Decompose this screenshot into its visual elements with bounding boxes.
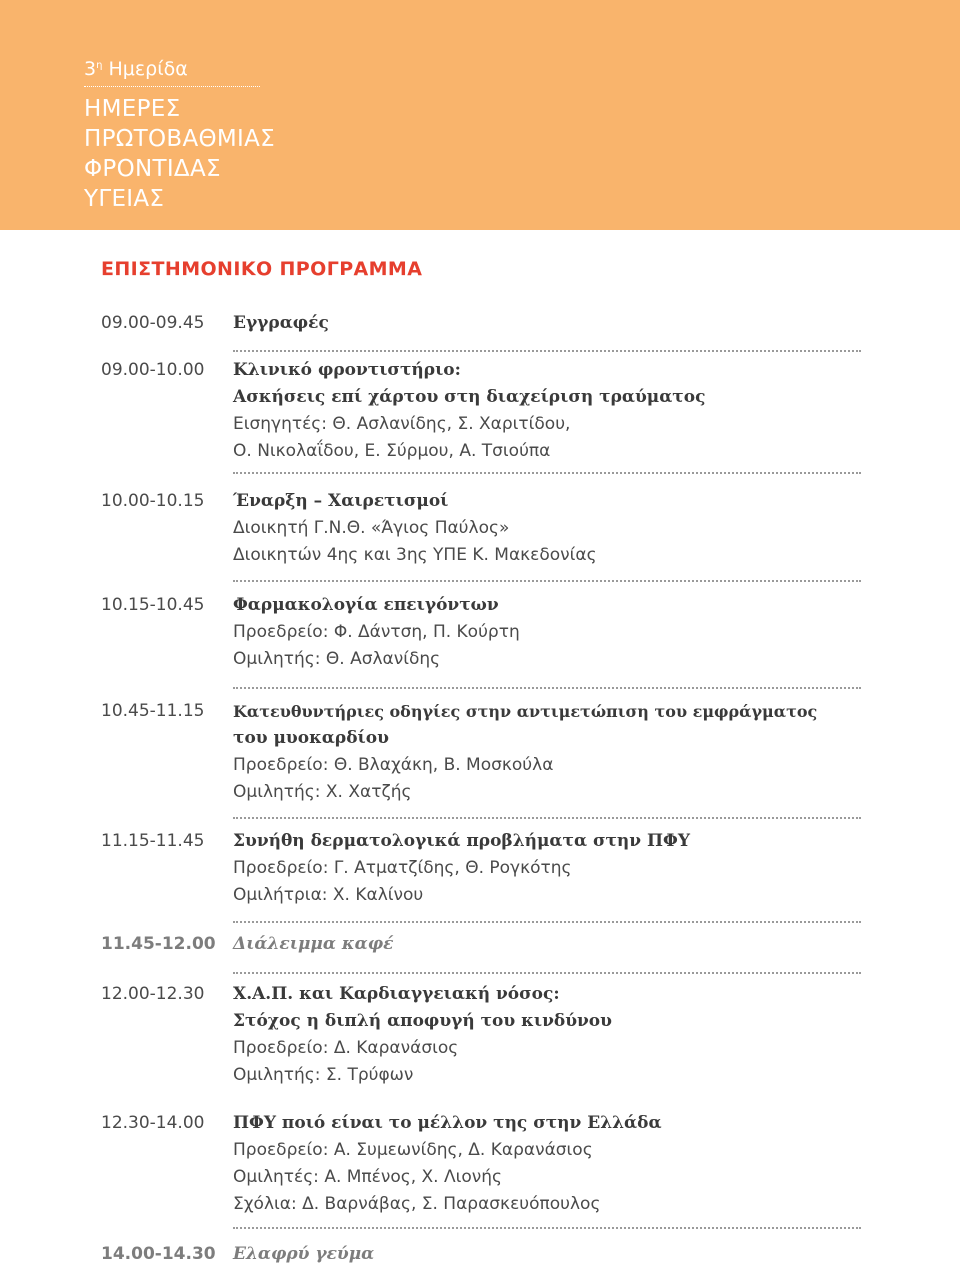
entry-detail: Ομιλητής: Θ. Ασλανίδης	[233, 649, 441, 669]
entry-time: 12.30-14.00	[101, 1113, 205, 1133]
entry-detail: Προεδρείο: Δ. Καρανάσιος	[233, 1038, 459, 1058]
header-band	[0, 0, 960, 230]
dotted-divider	[233, 580, 861, 582]
entry-time: 11.15-11.45	[101, 831, 205, 851]
event-title-line: ΗΜΕΡΕΣ	[84, 96, 181, 122]
entry-title: Κλινικό φροντιστήριο:	[233, 360, 461, 380]
entry-detail: Προεδρείο: Φ. Δάντση, Π. Κούρτη	[233, 622, 520, 642]
entry-detail: Ομιλητές: Α. Μπένος, Χ. Λιονής	[233, 1167, 503, 1187]
entry-title: ΠΦΥ ποιό είναι το μέλλον της στην Ελλάδα	[233, 1113, 662, 1133]
entry-time: 09.00-09.45	[101, 313, 205, 333]
dotted-divider	[233, 687, 861, 689]
header-content	[84, 54, 275, 214]
entry-content	[233, 357, 861, 465]
entry-content	[233, 698, 861, 806]
entry-detail: Ομιλητής: Χ. Χατζής	[233, 782, 412, 802]
day-superscript: η	[96, 60, 103, 71]
entry-title: Εγγραφές	[233, 313, 329, 333]
entry-content	[233, 931, 861, 958]
day-number: 3	[84, 58, 97, 80]
day-label	[84, 54, 260, 87]
entry-detail: Προεδρείο: Α. Συμεωνίδης, Δ. Καρανάσιος	[233, 1140, 593, 1160]
entry-time: 12.00-12.30	[101, 984, 205, 1004]
entry-detail: Προεδρείο: Γ. Ατματζίδης, Θ. Ρογκότης	[233, 858, 572, 878]
entry-detail: Ομιλητής: Σ. Τρύφων	[233, 1065, 414, 1085]
entry-time: 14.00-14.30	[101, 1244, 216, 1264]
entry-time: 10.15-10.45	[101, 595, 205, 615]
dotted-divider	[233, 817, 861, 819]
entry-content	[233, 592, 861, 673]
entry-detail: Διοικητών 4ης και 3ης ΥΠΕ Κ. Μακεδονίας	[233, 545, 597, 565]
entry-content	[233, 828, 861, 909]
entry-title: Φαρμακολογία επειγόντων	[233, 595, 499, 615]
entry-title: Στόχος η διπλή αποφυγή του κινδύνου	[233, 1011, 612, 1031]
program-heading: ΕΠΙΣΤΗΜΟΝΙΚΟ ΠΡΟΓΡΑΜΜΑ	[101, 258, 423, 280]
event-title-line: ΠΡΩΤΟΒΑΘΜΙΑΣ	[84, 126, 276, 152]
event-title	[84, 94, 275, 214]
entry-content	[233, 488, 861, 569]
entry-title: Ελαφρύ γεύμα	[233, 1244, 375, 1264]
entry-content	[233, 981, 861, 1089]
entry-content	[233, 1110, 861, 1218]
dotted-divider	[233, 472, 861, 474]
entry-detail: Ο. Νικολαΐδου, Ε. Σύρμου, Α. Τσιούπα	[233, 441, 551, 461]
entry-time: 09.00-10.00	[101, 360, 205, 380]
entry-content	[233, 310, 861, 337]
dotted-divider	[233, 1227, 861, 1229]
day-word: Ημερίδα	[108, 58, 188, 80]
event-title-line: ΦΡΟΝΤΙΔΑΣ	[84, 156, 221, 182]
entry-detail: Διοικητή Γ.Ν.Θ. «Άγιος Παύλος»	[233, 518, 510, 538]
entry-title: Χ.Α.Π. και Καρδιαγγειακή νόσος:	[233, 984, 560, 1004]
event-title-line: ΥΓΕΙΑΣ	[84, 186, 165, 212]
dotted-divider	[233, 921, 861, 923]
entry-content	[233, 1241, 861, 1268]
dotted-divider	[233, 972, 861, 974]
entry-title: Ασκήσεις επί χάρτου στη διαχείριση τραύματος	[233, 387, 706, 407]
entry-title: Συνήθη δερματολογικά προβλήματα στην ΠΦΥ	[233, 831, 690, 851]
entry-time: 10.00-10.15	[101, 491, 205, 511]
entry-title: του μυοκαρδίου	[233, 728, 389, 748]
entry-detail: Προεδρείο: Θ. Βλαχάκη, Β. Μοσκούλα	[233, 755, 554, 775]
dotted-divider	[233, 350, 861, 352]
entry-title: Κατευθυντήριες οδηγίες στην αντιμετώπιση του εμφράγματος	[233, 702, 818, 721]
entry-detail: Εισηγητές: Θ. Ασλανίδης, Σ. Χαριτίδου,	[233, 414, 571, 434]
entry-title: Διάλειμμα καφέ	[233, 934, 394, 954]
entry-detail: Ομιλήτρια: Χ. Καλίνου	[233, 885, 424, 905]
entry-time: 11.45-12.00	[101, 934, 216, 954]
entry-time: 10.45-11.15	[101, 701, 205, 721]
entry-detail: Σχόλια: Δ. Βαρνάβας, Σ. Παρασκευόπουλος	[233, 1194, 601, 1214]
entry-title: Έναρξη – Χαιρετισμοί	[233, 491, 449, 511]
